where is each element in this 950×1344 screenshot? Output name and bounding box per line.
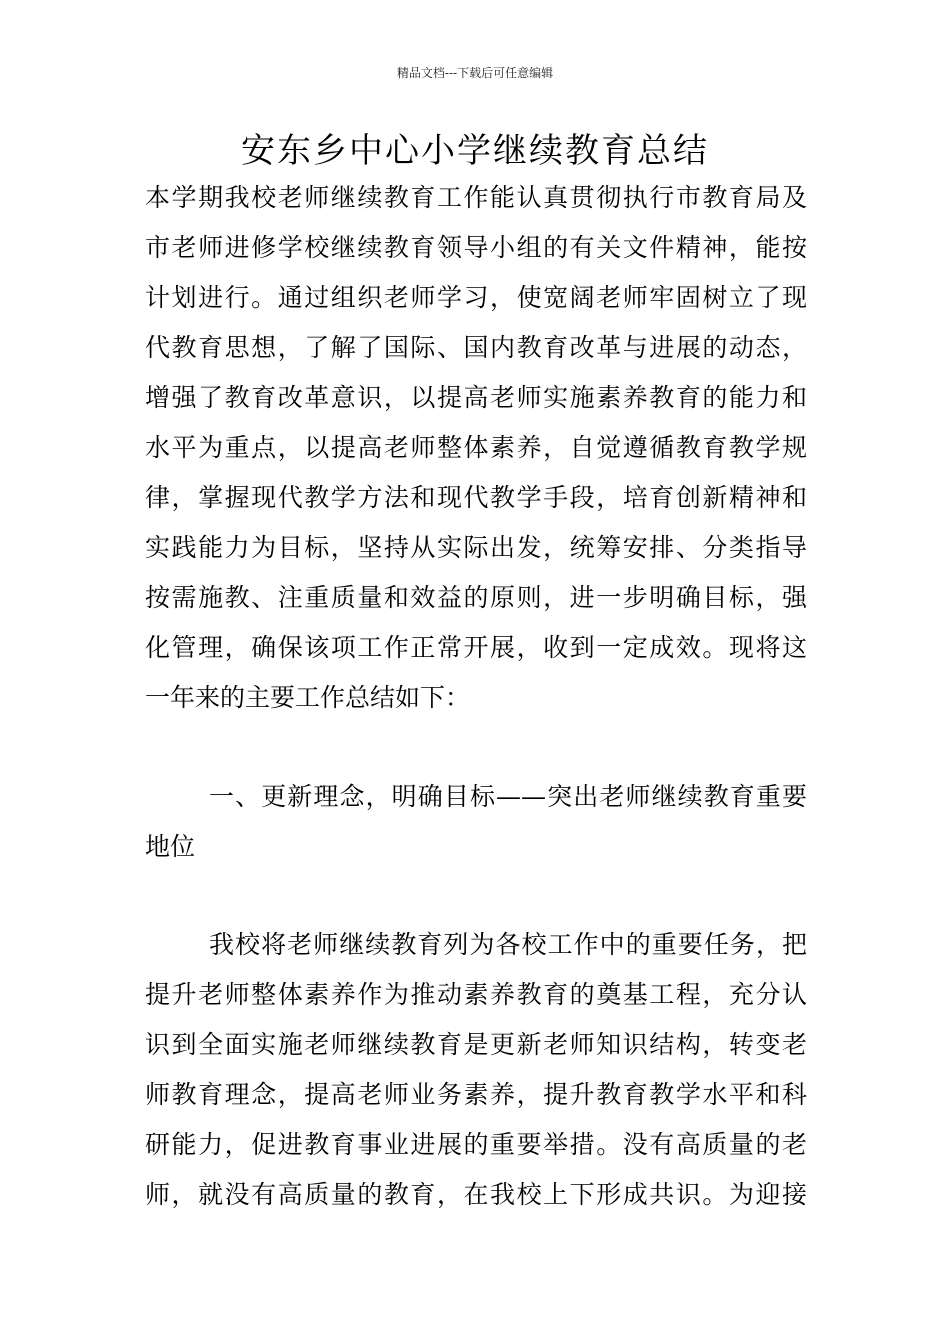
- paragraph-line: 提升老师整体素养作为推动素养教育的奠基工程，充分认: [145, 980, 807, 1009]
- paragraph-line: 识到全面实施老师继续教育是更新老师知识结构，转变老: [145, 1030, 807, 1059]
- paragraph-section-1: [145, 920, 807, 1220]
- paragraph-line: 实践能力为目标，坚持从实际出发，统筹安排、分类指导: [145, 533, 807, 562]
- section-heading-line: 地位: [145, 832, 196, 861]
- header-note: 精品文档---下载后可任意编辑: [396, 66, 554, 80]
- section-heading-1: [145, 772, 807, 872]
- paragraph-line: 本学期我校老师继续教育工作能认真贯彻执行市教育局及: [145, 183, 807, 212]
- paragraph-line: 一年来的主要工作总结如下：: [145, 683, 471, 712]
- paragraph-line: 化管理，确保该项工作正常开展，收到一定成效。现将这: [145, 633, 807, 662]
- paragraph-line: 律，掌握现代教学方法和现代教学手段，培育创新精神和: [145, 483, 807, 512]
- paragraph-line: 增强了教育改革意识，以提高老师实施素养教育的能力和: [145, 383, 807, 412]
- paragraph-line: 市老师进修学校继续教育领导小组的有关文件精神，能按: [145, 233, 807, 262]
- paragraph-line: 水平为重点，以提高老师整体素养，自觉遵循教育教学规: [145, 433, 807, 462]
- paragraph-line: 计划进行。通过组织老师学习，使宽阔老师牢固树立了现: [145, 283, 807, 312]
- section-heading-line: 一、更新理念，明确目标——突出老师继续教育重要: [209, 782, 807, 811]
- document-title: 安东乡中心小学继续教育总结: [241, 131, 709, 171]
- paragraph-line: 师教育理念，提高老师业务素养，提升教育教学水平和科: [145, 1080, 807, 1109]
- paragraph-line: 研能力，促进教育事业进展的重要举措。没有高质量的老: [145, 1130, 807, 1159]
- paragraph-line: 我校将老师继续教育列为各校工作中的重要任务，把: [209, 930, 807, 959]
- paragraph-line: 代教育思想，了解了国际、国内教育改革与进展的动态，: [145, 333, 807, 362]
- paragraph-line: 按需施教、注重质量和效益的原则，进一步明确目标，强: [145, 583, 807, 612]
- paragraph-line: 师，就没有高质量的教育，在我校上下形成共识。为迎接: [145, 1180, 807, 1209]
- paragraph-intro: [145, 173, 807, 723]
